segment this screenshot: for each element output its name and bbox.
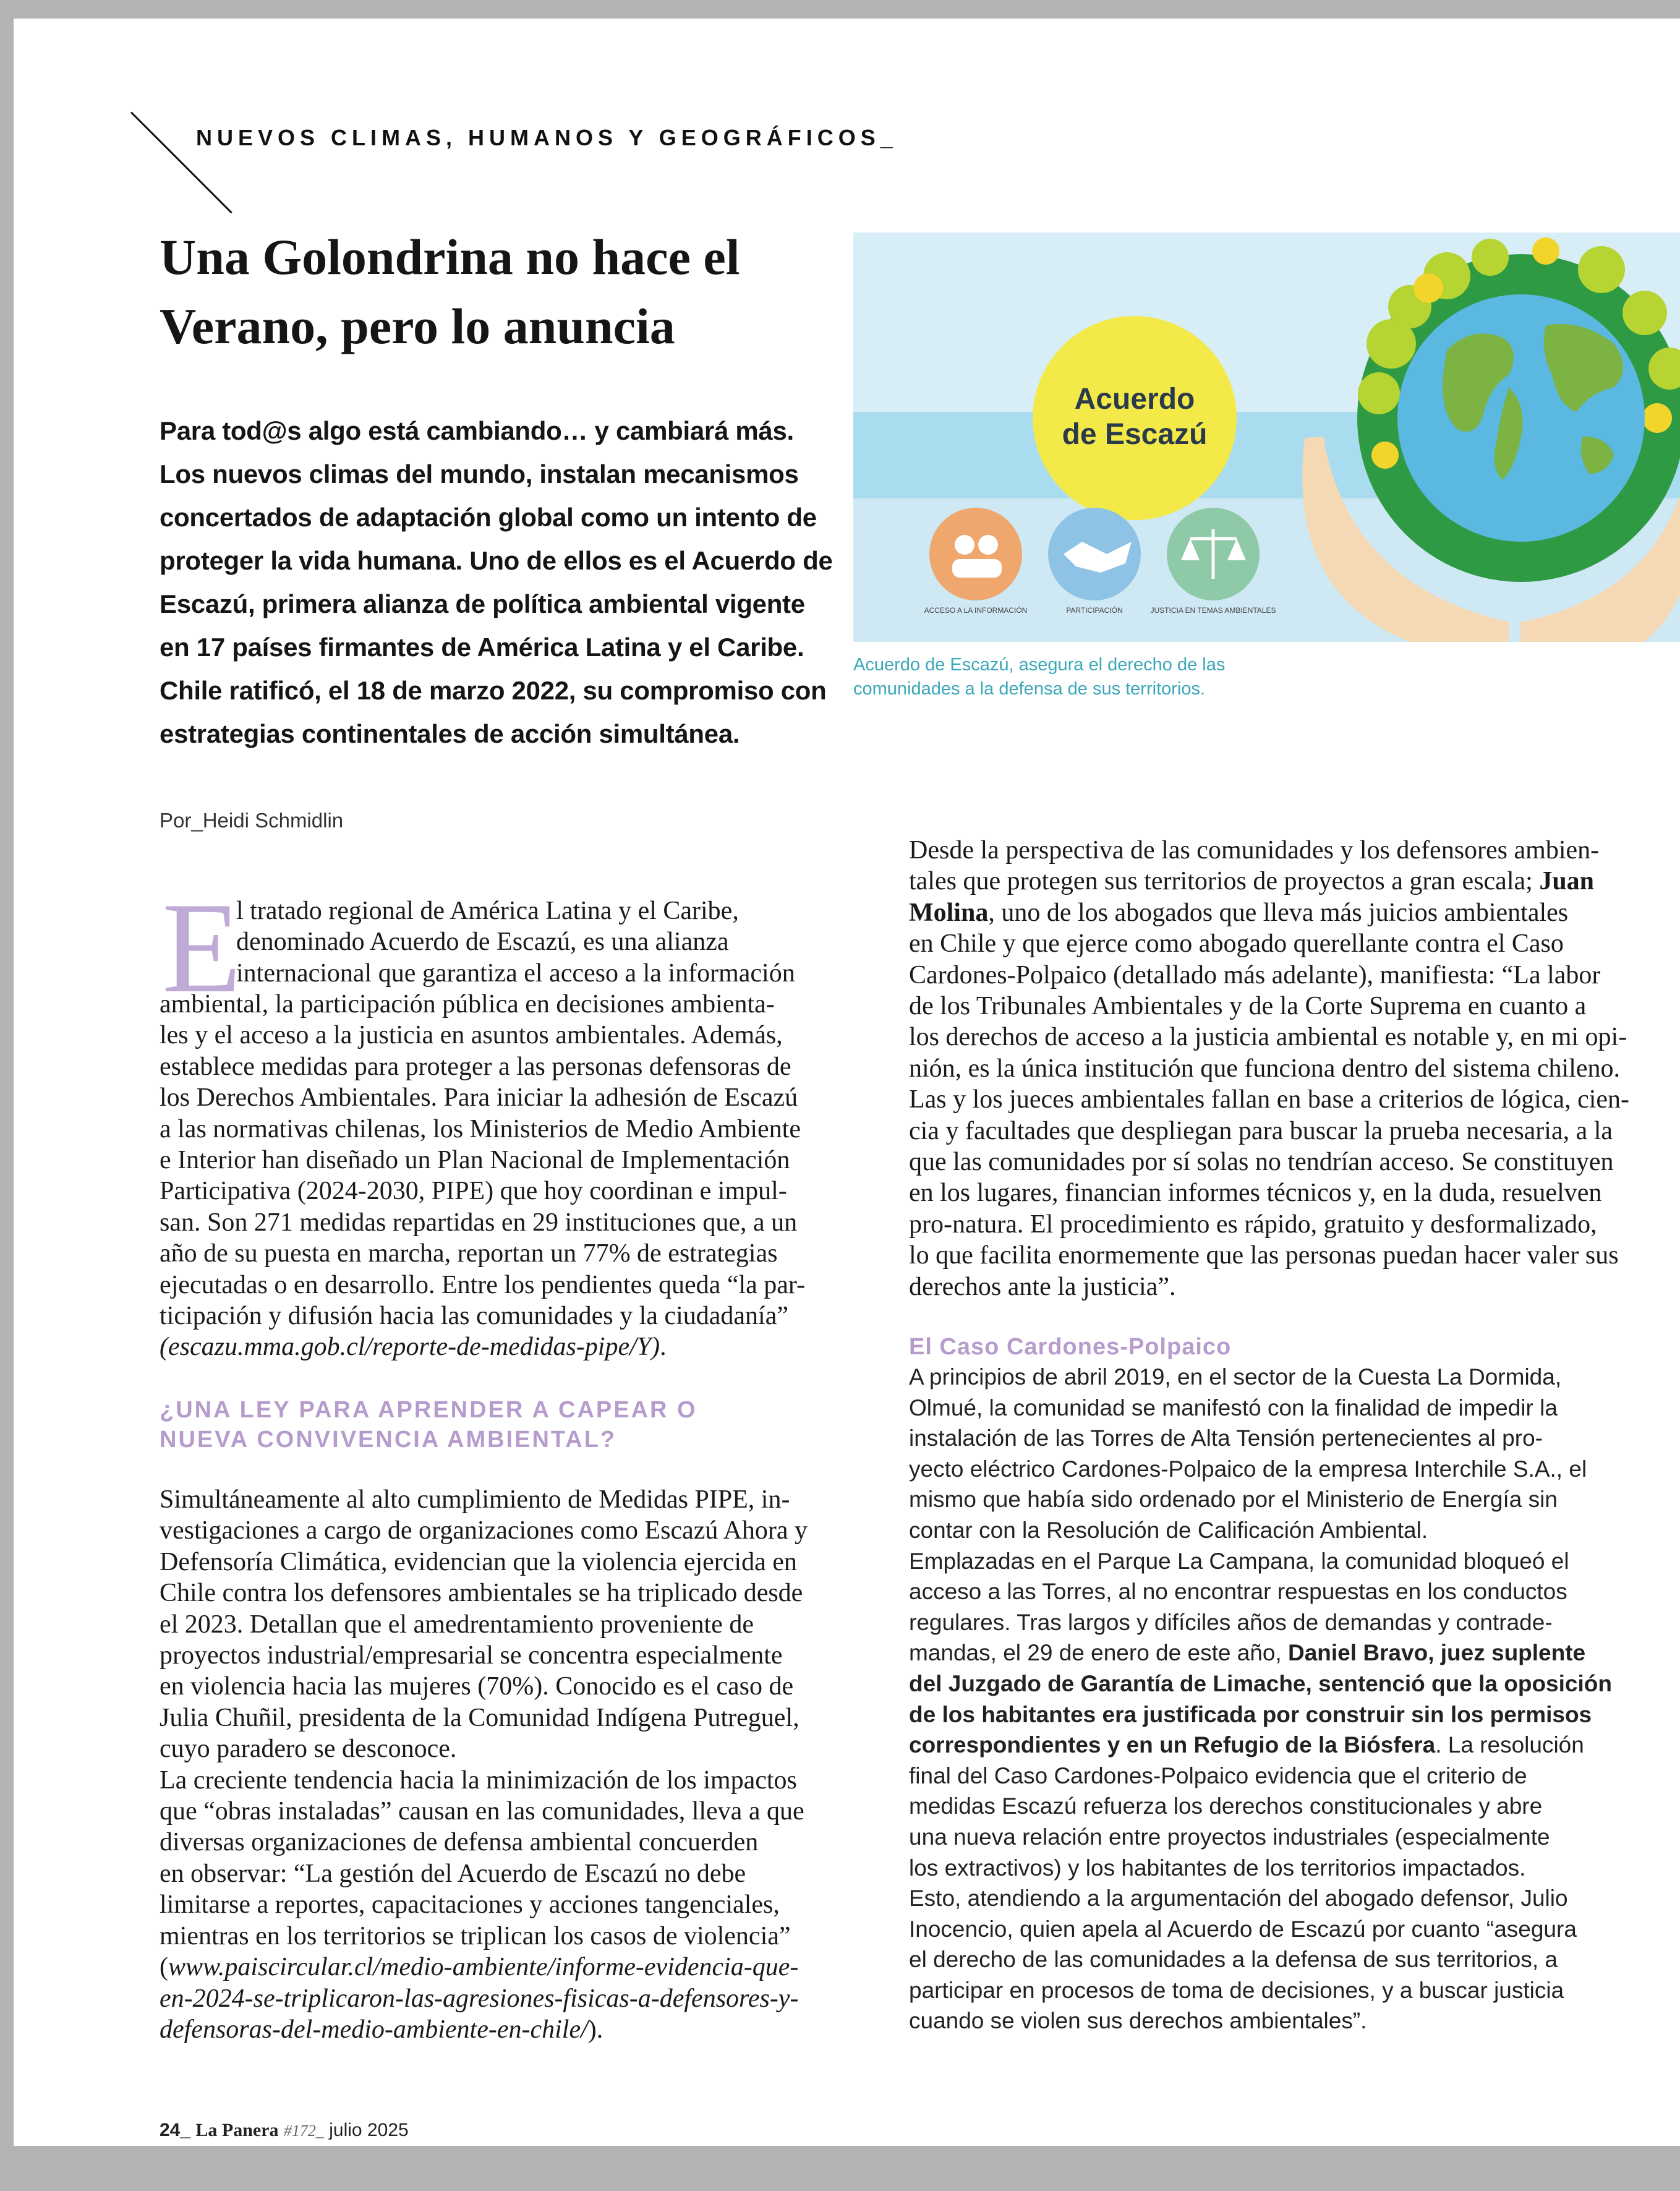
body-line: ticipación y difusión hacia las comunidades y la ciudadanía”: [160, 1302, 788, 1331]
body-line: de los Tribunales Ambientales y de la Corte Suprema en cuanto a: [909, 992, 1587, 1021]
body-line: (escazu.mma.gob.cl/reporte-de-medidas-pipe/Y).: [160, 1333, 667, 1362]
icon-label-information: ACCESO A LA INFORMACIÓN: [924, 606, 1028, 615]
body-line: en Chile y que ejerce como abogado querellante contra el Caso: [909, 929, 1564, 959]
body-line: cuyo paradero se desconoce.: [160, 1735, 457, 1764]
body-line: e Interior han diseñado un Plan Nacional de Implementación: [160, 1146, 790, 1175]
body-line: el derecho de las comunidades a la defensa de sus territorios, a: [909, 1947, 1558, 1973]
body-line: mismo que había sido ordenado por el Ministerio de Energía sin: [909, 1487, 1558, 1513]
body-line: correspondientes y en un Refugio de la Biósfera. La resolución: [909, 1732, 1584, 1758]
page-number: 24_: [160, 2120, 191, 2140]
body-line: que las comunidades por sí solas no tendrían acceso. Se constituyen: [909, 1148, 1614, 1177]
body-line: establece medidas para proteger a las personas defensoras de: [160, 1052, 791, 1081]
title-line: Verano, pero lo anuncia: [160, 298, 675, 354]
body-line: en violencia hacia las mujeres (70%). Conocido es el caso de: [160, 1672, 794, 1701]
body-line: yecto eléctrico Cardones-Polpaico de la empresa Interchile S.A., el: [909, 1456, 1587, 1482]
drop-cap: E: [162, 876, 242, 1020]
body-line: instalación de las Torres de Alta Tensión pertenecientes al pro-: [909, 1425, 1543, 1451]
lead-paragraph: [160, 409, 833, 756]
body-line: acceso a las Torres, al no encontrar respuestas en los conductos: [909, 1579, 1567, 1605]
body-line: La creciente tendencia hacia la minimización de los impactos: [160, 1766, 797, 1795]
body-line: Desde la perspectiva de las comunidades y los defensores ambien-: [909, 836, 1600, 865]
col1-intro-indented: [236, 895, 795, 989]
magazine-name: La Panera: [195, 2120, 279, 2140]
lead-line: Escazú, primera alianza de política ambiental vigente: [160, 589, 805, 618]
body-line: pro-natura. El procedimiento es rápido, gratuito y desformalizado,: [909, 1210, 1597, 1239]
page-footer: [160, 2120, 409, 2141]
body-line: Emplazadas en el Parque La Campana, la comunidad bloqueó el: [909, 1548, 1569, 1574]
caption-line: comunidades a la defensa de sus territorios.: [853, 679, 1206, 699]
body-line: los derechos de acceso a la justicia ambiental es notable y, en mi opi-: [909, 1023, 1627, 1052]
icon-label-justice: JUSTICIA EN TEMAS AMBIENTALES: [1150, 606, 1276, 615]
badge-line2: de Escazú: [1062, 418, 1208, 451]
body-line: ejecutadas o en desarrollo. Entre los pendientes queda “la par-: [160, 1270, 806, 1299]
body-line: los Derechos Ambientales. Para iniciar la adhesión de Escazú: [160, 1083, 798, 1113]
subheading-line: ¿UNA LEY PARA APRENDER A CAPEAR O: [160, 1397, 697, 1423]
body-line: denominado Acuerdo de Escazú, es una alianza: [236, 928, 729, 957]
body-line: Chile contra los defensores ambientales se ha triplicado desde: [160, 1579, 803, 1608]
body-line: participar en procesos de toma de decisiones, y a buscar justicia: [909, 1977, 1564, 2003]
body-line: ambiental, la participación pública en decisiones ambienta-: [160, 990, 775, 1019]
body-line: san. Son 271 medidas repartidas en 29 instituciones que, a un: [160, 1208, 798, 1237]
byline: Por_Heidi Schmidlin: [160, 809, 344, 832]
body-line: Las y los jueces ambientales fallan en base a criterios de lógica, cien-: [909, 1085, 1630, 1114]
body-line: el 2023. Detallan que el amedrentamiento proveniente de: [160, 1610, 754, 1639]
body-line: medidas Escazú refuerza los derechos constitucionales y abre: [909, 1793, 1543, 1819]
lead-line: estrategias continentales de acción simultánea.: [160, 719, 740, 748]
body-line: A principios de abril 2019, en el sector de la Cuesta La Dormida,: [909, 1364, 1562, 1390]
lead-line: en 17 países firmantes de América Latina y el Caribe.: [160, 633, 804, 662]
col2-paragraph-1: [909, 835, 1629, 1302]
body-line: vestigaciones a cargo de organizaciones como Escazú Ahora y: [160, 1516, 808, 1545]
body-line: cia y facultades que despliegan para buscar la prueba necesaria, a la: [909, 1116, 1613, 1145]
body-line: a las normativas chilenas, los Ministerios de Medio Ambiente: [160, 1114, 801, 1143]
body-line: derechos ante la justicia”.: [909, 1272, 1176, 1301]
article-title: [160, 223, 778, 361]
body-line: cuando se violen sus derechos ambientales”.: [909, 2008, 1367, 2034]
body-line: que “obras instaladas” causan en las comunidades, lleva a que: [160, 1797, 804, 1826]
issue-date: julio 2025: [329, 2120, 409, 2140]
body-line: proyectos industrial/empresarial se concentra especialmente: [160, 1641, 783, 1670]
body-line: nión, es la única institución que funciona dentro del sistema chileno.: [909, 1054, 1621, 1083]
body-line: internacional que garantiza el acceso a la información: [236, 959, 795, 988]
body-line: les y el acceso a la justicia en asuntos ambientales. Además,: [160, 1021, 783, 1050]
badge-line1: Acuerdo: [1074, 383, 1195, 416]
body-line: Olmué, la comunidad se manifestó con la finalidad de impedir la: [909, 1394, 1558, 1420]
body-line: Cardones-Polpaico (detallado más adelante), manifiesta: “La labor: [909, 960, 1601, 989]
body-line: Defensoría Climática, evidencian que la violencia ejercida en: [160, 1547, 797, 1576]
body-line: mientras en los territorios se triplican los casos de violencia”: [160, 1921, 791, 1950]
section-label: NUEVOS CLIMAS, HUMANOS Y GEOGRÁFICOS_: [196, 125, 898, 150]
body-line: Esto, atendiendo a la argumentación del abogado defensor, Julio: [909, 1886, 1568, 1911]
paiscircular-link-cont[interactable]: en-2024-se-triplicaron-las-agresiones-fisicas-a-defensores-y-: [160, 1984, 799, 2013]
issue-number: #172_: [283, 2122, 324, 2140]
body-line: mandas, el 29 de enero de este año, Daniel Bravo, juez suplente: [909, 1640, 1586, 1666]
col1-paragraph-1: [160, 989, 805, 1363]
caption-line: Acuerdo de Escazú, asegura el derecho de las: [853, 655, 1226, 675]
body-line: lo que facilita enormemente que las personas puedan hacer valer sus: [909, 1241, 1619, 1270]
body-line: del Juzgado de Garantía de Limache, sentenció que la oposición: [909, 1670, 1612, 1696]
lead-line: concertados de adaptación global como un intento de: [160, 503, 817, 532]
col2-subheading: El Caso Cardones-Polpaico: [909, 1334, 1232, 1360]
body-line: limitarse a reportes, capacitaciones y acciones tangenciales,: [160, 1890, 780, 1920]
col1-subheading: [160, 1395, 697, 1454]
body-line: en observar: “La gestión del Acuerdo de Escazú no debe: [160, 1859, 746, 1888]
body-line: los extractivos) y los habitantes de los territorios impactados.: [909, 1855, 1526, 1881]
body-line: regulares. Tras largos y difíciles años de demandas y contrade-: [909, 1609, 1553, 1635]
lead-line: Los nuevos climas del mundo, instalan mecanismos: [160, 459, 799, 489]
body-line: Inocencio, quien apela al Acuerdo de Escazú por cuanto “asegura: [909, 1916, 1577, 1942]
body-line: contar con la Resolución de Calificación Ambiental.: [909, 1517, 1428, 1543]
figure-caption: [853, 653, 1225, 701]
body-line: una nueva relación entre proyectos industriales (especialmente: [909, 1824, 1550, 1850]
body-line: tales que protegen sus territorios de proyectos a gran escala; Juan: [909, 867, 1595, 896]
body-line: (www.paiscircular.cl/medio-ambiente/informe-evidencia-que-: [160, 1953, 799, 1982]
col2-paragraph-2: [909, 1362, 1612, 2036]
lead-line: Para tod@s algo está cambiando… y cambiará más.: [160, 416, 794, 445]
lead-line: proteger la vida humana. Uno de ellos es el Acuerdo de: [160, 546, 833, 575]
lead-line: Chile ratificó, el 18 de marzo 2022, su compromiso con: [160, 676, 827, 705]
body-line: l tratado regional de América Latina y el Caribe,: [236, 897, 739, 925]
information-access-icon: [929, 508, 1022, 600]
subheading-line: NUEVA CONVIVENCIA AMBIENTAL?: [160, 1427, 617, 1453]
body-line: de los habitantes era justificada por construir sin los permisos: [909, 1701, 1592, 1727]
body-line: Molina, uno de los abogados que lleva más juicios ambientales: [909, 898, 1569, 927]
pipe-report-link[interactable]: (escazu.mma.gob.cl/reporte-de-medidas-pipe/Y): [160, 1333, 660, 1362]
title-line: Una Golondrina no hace el: [160, 229, 740, 285]
body-line: diversas organizaciones de defensa ambiental concuerden: [160, 1828, 759, 1857]
body-line: año de su puesta en marcha, reportan un 77% de estrategias: [160, 1239, 778, 1268]
paiscircular-link-end[interactable]: defensoras-del-medio-ambiente-en-chile/: [160, 2015, 588, 2044]
icon-label-participation: PARTICIPACIÓN: [1066, 606, 1123, 615]
body-line: Simultáneamente al alto cumplimiento de Medidas PIPE, in-: [160, 1485, 790, 1514]
body-line: defensoras-del-medio-ambiente-en-chile/).: [160, 2015, 603, 2044]
col1-paragraph-2: [160, 1484, 808, 2045]
body-line: Participativa (2024-2030, PIPE) que hoy coordinan e impul-: [160, 1177, 787, 1206]
body-line: en los lugares, financian informes técnicos y, en la duda, resuelven: [909, 1179, 1602, 1208]
paiscircular-link[interactable]: www.paiscircular.cl/medio-ambiente/informe-evidencia-que-: [168, 1953, 799, 1982]
body-line: Julia Chuñil, presidenta de la Comunidad Indígena Putreguel,: [160, 1703, 799, 1732]
magazine-page: [14, 19, 1680, 2146]
escazu-illustration: [853, 233, 1680, 642]
body-line: final del Caso Cardones-Polpaico evidencia que el criterio de: [909, 1762, 1527, 1788]
